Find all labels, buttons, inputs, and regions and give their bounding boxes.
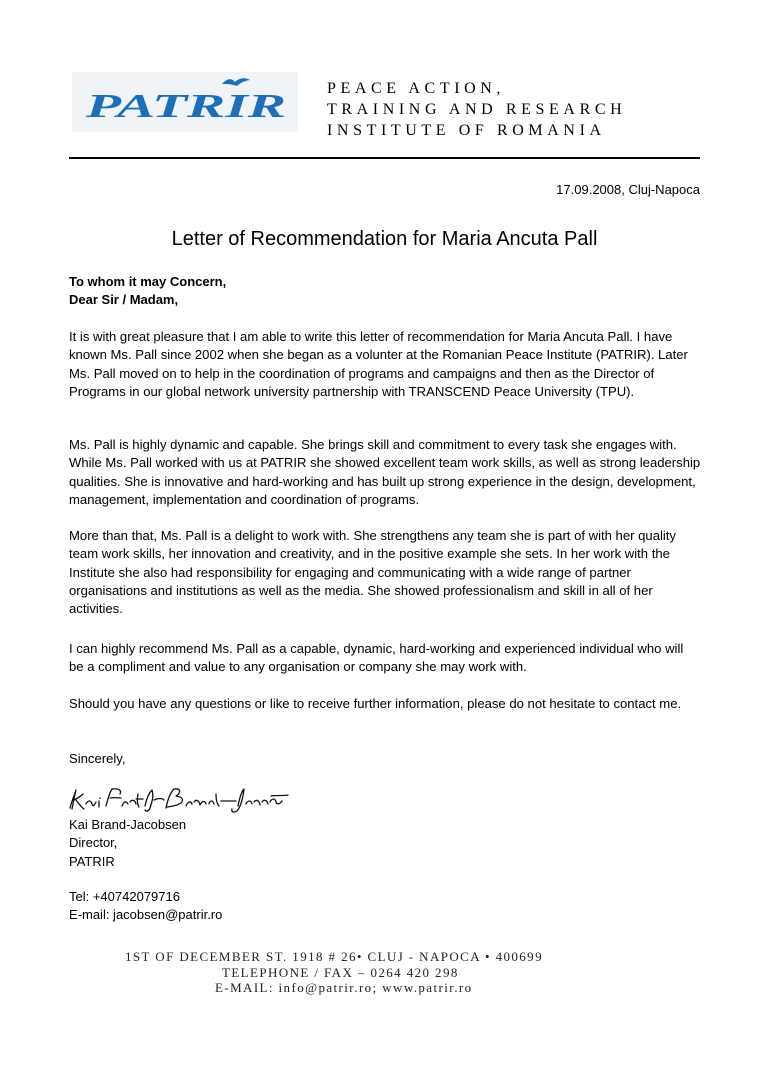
footer-email-web: E-MAIL: info@patrir.ro; www.patrir.ro: [215, 980, 473, 995]
signature: [66, 786, 291, 819]
signer-org: PATRIR: [69, 853, 115, 869]
org-name-line: INSTITUTE OF ROMANIA: [327, 122, 606, 139]
body-paragraph: More than that, Ms. Pall is a delight to work with. She strengthens any team she is part of with her quality team work skills, her innovation and creativity, and in the positive example she sets. In her work with the Institute she also had responsibility for engaging and communicating with a wide range of partner organisations and institutions as well as the media. She showed professionalism and skill in all of her activities.: [69, 528, 676, 617]
body-paragraph: Ms. Pall is highly dynamic and capable. She brings skill and commitment to every task she engages with. While Ms. Pall worked with us at PATRIR she showed excellent team work skills, as well as strong leadership qualities. She is innovative and hard-working and has built up strong experience in the design, development, management, implementation and coordination of programs.: [69, 437, 701, 507]
signer-role: Director,: [69, 835, 118, 851]
salutation: [69, 273, 226, 309]
salutation-line: To whom it may Concern,: [69, 274, 227, 289]
logo-wordmark: PATRIR: [84, 88, 286, 125]
salutation-line: Dear Sir / Madam,: [69, 292, 179, 307]
org-name-line: PEACE ACTION,: [327, 80, 506, 97]
body-paragraph: I can highly recommend Ms. Pall as a capable, dynamic, hard-working and experienced individual who will be a compliment and value to any organisation or company she may work with.: [69, 641, 684, 675]
org-name-block: [327, 78, 626, 141]
handwritten-signature: [66, 786, 291, 814]
body-paragraph: It is with great pleasure that I am able to write this letter of recommendation for Maria Ancuta Pall. I have known Ms. Pall since 2002 when she began as a volunter at the Romanian Peace Institute (PATRIR). Later Ms. Pall moved on to help in the coordination of programs and campaigns and then as the Director of Programs in our global network university partnership with TRANSCEND Peace University (TPU).: [69, 329, 688, 399]
patrir-logo-image: [72, 72, 298, 132]
footer-phone: TELEPHONE / FAX – 0264 420 298: [222, 964, 459, 980]
signer-block: [69, 816, 186, 871]
dove-icon: [222, 78, 250, 86]
contact-tel: Tel: +40742079716: [69, 889, 180, 904]
body-paragraph: Should you have any questions or like to receive further information, please do not hesitate to contact me.: [69, 696, 682, 711]
closing: Sincerely,: [69, 751, 126, 766]
patrir-logo: [72, 72, 298, 132]
letter-title: Letter of Recommendation for Maria Ancuta Pall: [171, 228, 598, 250]
contact-block: [69, 888, 222, 925]
contact-email[interactable]: E-mail: jacobsen@patrir.ro: [69, 907, 223, 923]
footer-address: 1ST OF DECEMBER ST. 1918 # 26• CLUJ - NAPOCA • 400699: [125, 949, 543, 964]
letter-date: 17.09.2008, Cluj-Napoca: [556, 182, 700, 197]
letterhead-footer: [69, 949, 700, 996]
org-name-line: TRAINING AND RESEARCH: [327, 101, 627, 118]
signer-name: Kai Brand-Jacobsen: [69, 817, 187, 832]
header-divider: [69, 157, 700, 159]
